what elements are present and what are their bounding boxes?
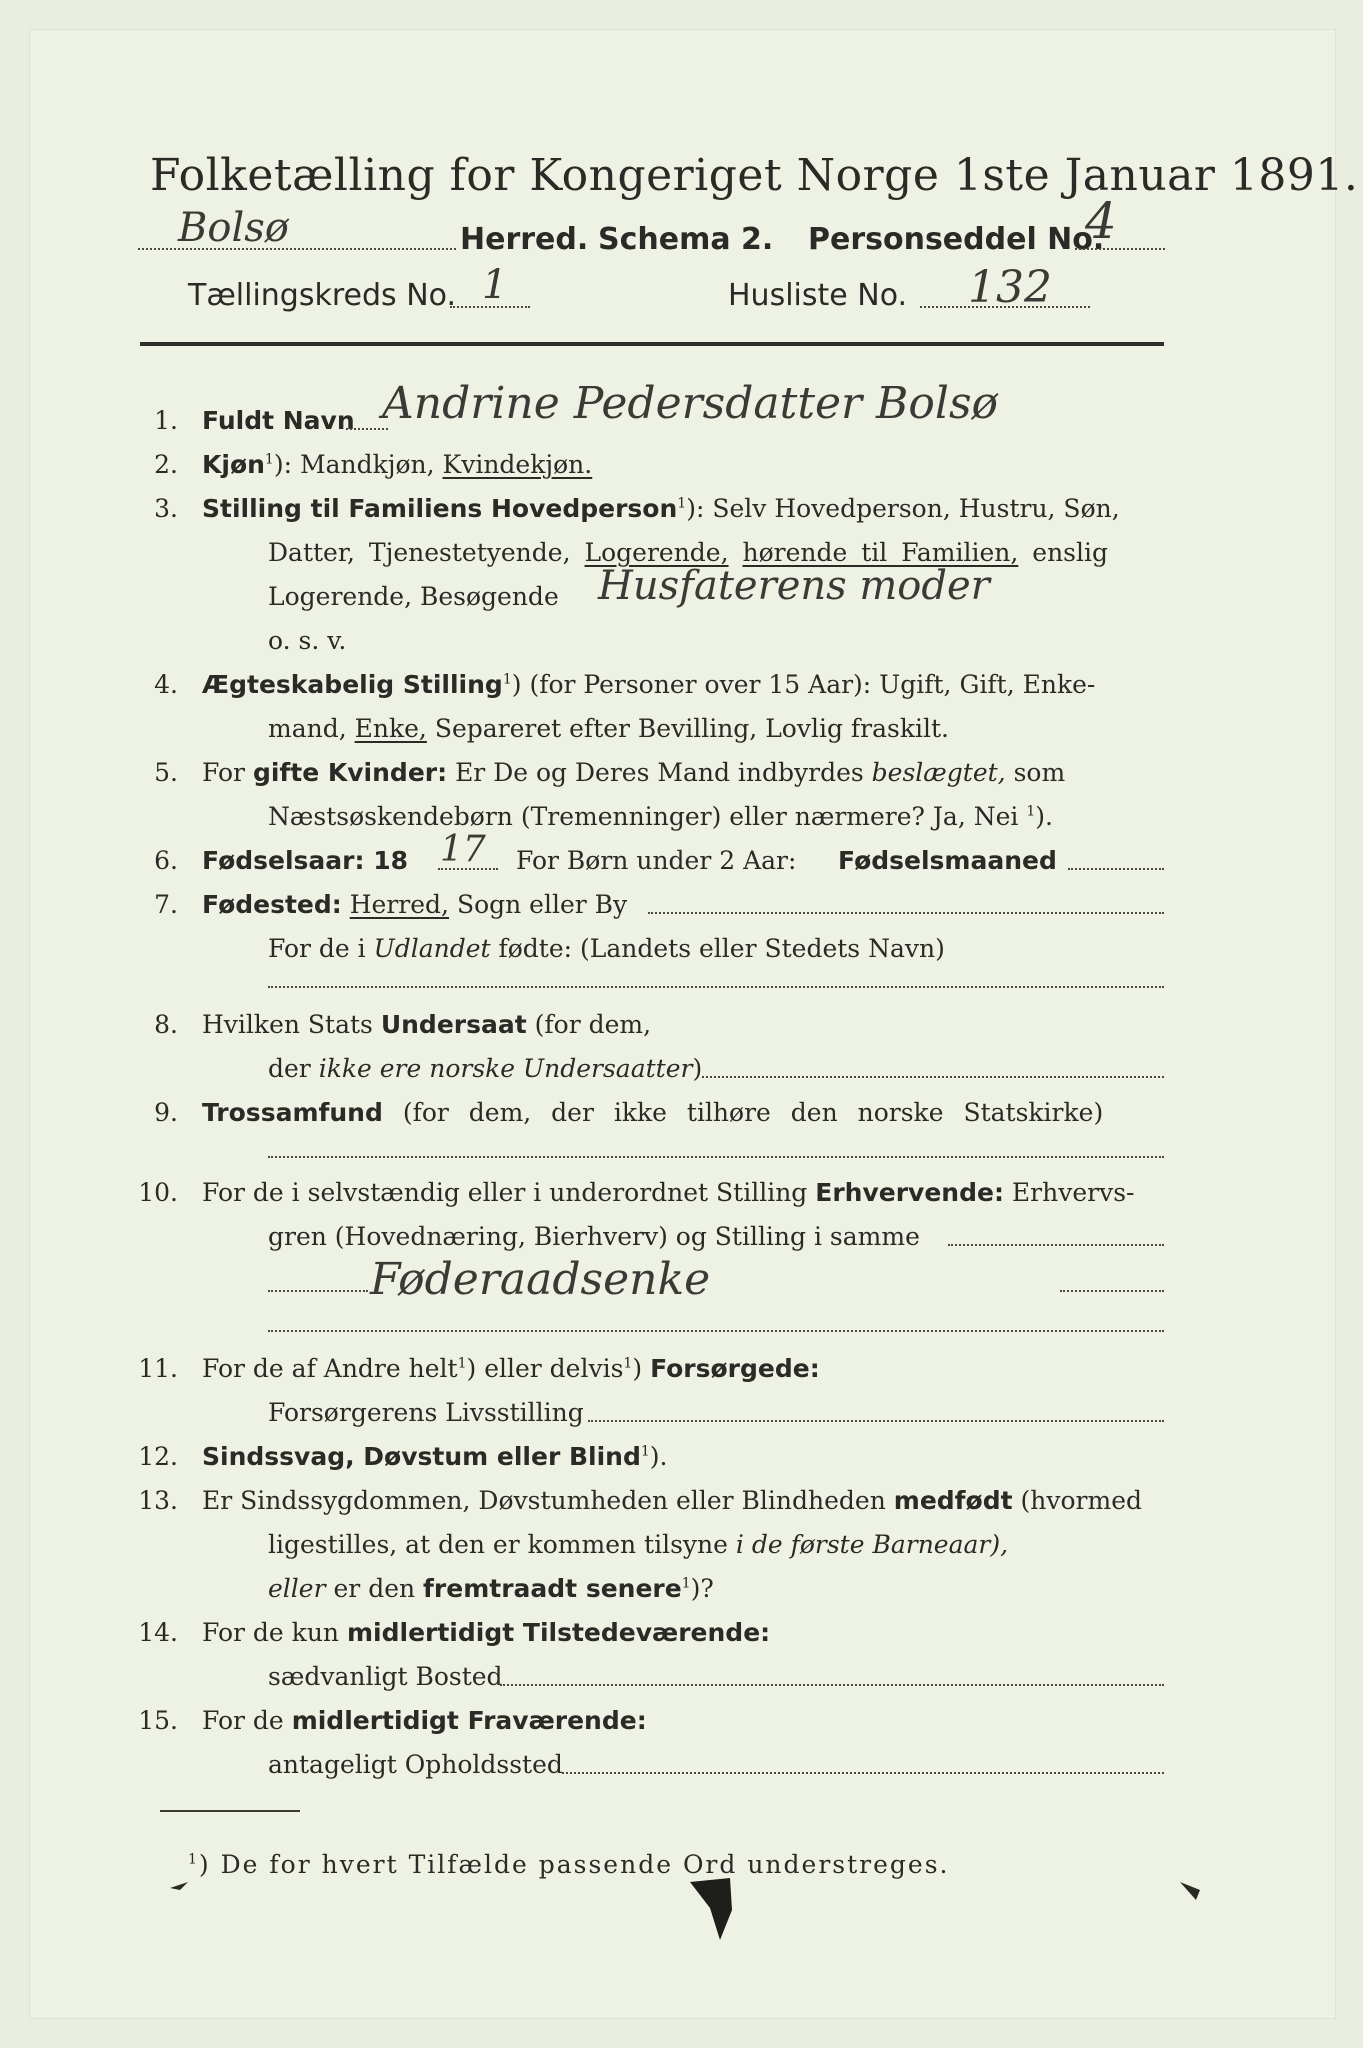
q2-line [202,452,592,477]
q5-label: gifte Kvinder: [252,758,448,787]
q1-name-value: Andrine Pedersdatter Bolsø [382,378,999,429]
footnote-mark: 1 [1026,803,1036,820]
q12-label: Sindssvag, Døvstum eller Blind [202,1442,641,1471]
q10-text: Erhvervs- [1011,1178,1135,1207]
q13-text: ligestilles, at den er kommen tilsyne [268,1530,728,1559]
q8-line1 [202,1012,651,1037]
q4-text: ) (for Personer over 15 Aar): Ugift, Gift, Enke- [511,670,1096,699]
q10-dotline4 [268,1330,1164,1332]
q10-dotline [948,1244,1164,1246]
q3-text: Datter, Tjenestetyende, [268,538,571,567]
q11-text: ) [632,1354,643,1383]
q8-label: Undersaat [380,1010,527,1039]
q1-label: Fuldt Navn [202,406,355,435]
q7-line1 [202,892,627,917]
q10-dotline3 [1060,1290,1164,1292]
q11-text: ) eller delvis [466,1354,624,1383]
q7-dotline [648,912,1164,914]
q15-text: For de [202,1706,284,1735]
footnote-mark: 1 [264,451,274,468]
q9-dotline [268,1156,1164,1158]
schema-label: Schema 2. [598,222,774,257]
herred-value: Bolsø [178,205,289,251]
q3-line4: o. s. v. [268,626,347,655]
q7-label: Fødested: [202,890,342,919]
husliste-value: 132 [968,262,1052,313]
q14-line2: sædvanligt Bosted [268,1662,503,1691]
item-number: 12. [138,1442,178,1471]
personseddel-dotline [1075,248,1165,250]
q11-line1 [202,1356,820,1381]
q13-text: er den [333,1574,416,1603]
q4-label: Ægteskabelig Stilling [202,670,503,699]
herred-label: Herred. [460,222,589,257]
q15-line2: antageligt Opholdssted [268,1750,563,1779]
q7-text: For de i [268,934,366,963]
item-number: 10. [138,1178,178,1207]
q6-label: Fødselsaar: 18 [202,846,408,875]
personseddel-value: 4 [1085,192,1117,250]
q2-kvindekjon: Kvindekjøn. [442,450,593,479]
footnote-divider [160,1810,300,1812]
q2-label: Kjøn [202,450,265,479]
q8-text: (for dem, [534,1010,652,1039]
q4-line1 [202,672,1095,697]
q13-label: fremtraadt senere [423,1574,682,1603]
q10-text: For de i selvstændig eller i underordnet Stilling [202,1178,808,1207]
footnote-mark: 1 [188,1851,199,1868]
q8-text: ) [692,1054,703,1083]
footnote-mark: 1 [502,671,512,688]
ink-marks [150,1860,1250,1970]
q8-line2 [268,1056,702,1081]
q5-text: Næstsøskendebørn (Tremenninger) eller nærmere? Ja, Nei [268,802,1019,831]
item-number: 3. [154,494,178,523]
q8-text: ikke ere norske Undersaatter [318,1054,693,1083]
item-number: 13. [138,1486,178,1515]
item-number: 14. [138,1618,178,1647]
q7-dotline2 [268,986,1164,988]
husliste-label: Husliste No. [728,278,908,313]
item-number: 5. [154,758,178,787]
item-number: 4. [154,670,178,699]
q9-text: (for dem, der ikke tilhøre den norske Statskirke) [402,1098,1104,1127]
q3-text: ): Selv Hovedperson, Hustru, Søn, [686,494,1120,523]
q14-text: For de kun [202,1618,340,1647]
q13-label: medfødt [893,1486,1013,1515]
q13-line2 [268,1532,1008,1557]
q3-line3: Logerende, Besøgende [268,582,559,611]
q3-label: Stilling til Familiens Hovedperson [202,494,678,523]
q11-line2: Forsørgerens Livsstilling [268,1398,584,1427]
q11-label: Forsørgede: [650,1354,820,1383]
q6-dotline2 [1068,868,1164,870]
q9-label: Trossamfund [202,1098,383,1127]
q6-value: 17 [440,829,486,870]
q7-herred: Herred, [349,890,449,919]
q13-text: Er Sindssygdommen, Døvstumheden eller Blindheden [202,1486,886,1515]
q5-text: For [202,758,245,787]
q12-text: ). [649,1442,668,1471]
q4-text: mand, [268,714,347,743]
q13-text: (hvormed [1020,1486,1143,1515]
q5-text: som [1013,758,1066,787]
q7-line2 [268,936,945,961]
q14-dotline [500,1684,1164,1686]
header-divider [140,342,1164,346]
q5-text: beslægtet, [871,758,1006,787]
q3-logerende: Logerende, [584,538,729,567]
item-number: 6. [154,846,178,875]
item-number: 11. [138,1354,178,1383]
q13-line1 [202,1488,1142,1513]
footnote-mark: 1 [640,1443,650,1460]
q6-text: For Børn under 2 Aar: [516,846,797,875]
footnote-mark: 1 [677,495,687,512]
item-number: 7. [154,890,178,919]
q11-text: For de af Andre helt [202,1354,458,1383]
q10-label: Erhvervende: [815,1178,1004,1207]
q15-line1 [202,1708,647,1733]
q5-line1 [202,760,1065,785]
q13-text: eller [268,1574,326,1603]
item-number: 2. [154,450,178,479]
footnote-mark: 1 [623,1355,633,1372]
footnote-mark: 1 [457,1355,467,1372]
q3-horende: hørende til Familien, [742,538,1019,567]
q14-line1 [202,1620,770,1645]
footnote-mark: 1 [681,1575,691,1592]
kreds-label: Tællingskreds No. [188,278,456,313]
q3-text: enslig [1032,538,1109,567]
q15-label: midlertidigt Fraværende: [291,1706,647,1735]
q7-text: fødte: (Landets eller Stedets Navn) [498,934,945,963]
q7-text: Udlandet [373,934,491,963]
q6-dotline [438,868,498,870]
q8-text: Hvilken Stats [202,1010,373,1039]
form-title: Folketælling for Kongeriget Norge 1ste Januar 1891. [150,150,1359,201]
kreds-dotline [450,306,530,308]
kreds-value: 1 [482,262,508,308]
item-number: 1. [154,406,178,435]
item-number: 9. [154,1098,178,1127]
q4-line2 [268,716,949,741]
q13-line3 [268,1576,714,1601]
q5-text: Er De og Deres Mand indbyrdes [455,758,864,787]
husliste-dotline [920,306,1090,308]
q8-dotline [702,1076,1164,1078]
q2-text: ): Mandkjøn, [273,450,435,479]
q12-line1 [202,1444,668,1469]
q6-label2: Fødselsmaaned [838,846,1057,875]
q15-dotline [562,1772,1164,1774]
q4-text: Separeret efter Bevilling, Lovlig fraskilt. [434,714,949,743]
q10-line1 [202,1180,1134,1205]
q13-text: i de første Barneaar), [735,1530,1009,1559]
personseddel-label: Personseddel No. [808,222,1105,257]
footnote-text: ) De for hvert Tilfælde passende Ord understreges. [198,1850,950,1879]
q5-line2 [268,804,1053,829]
q3-line2 [268,540,1108,565]
q10-dotline2 [268,1290,368,1292]
item-number: 8. [154,1010,178,1039]
q8-text: der [268,1054,311,1083]
q11-dotline [588,1420,1164,1422]
q4-enke: Enke, [354,714,427,743]
q3-value: Husfaterens moder [598,563,990,609]
q14-label: midlertidigt Tilstedeværende: [346,1618,771,1647]
q9-line1 [202,1100,1103,1125]
q5-text: ). [1035,802,1053,831]
q3-line1 [202,496,1120,521]
q7-text: Sogn eller By [456,890,628,919]
q13-text: )? [690,1574,714,1603]
q10-value: Føderaadsenke [370,1254,711,1305]
herred-dotline [138,248,456,250]
q10-line2: gren (Hovednæring, Bierhverv) og Stilling i samme [268,1222,920,1251]
item-number: 15. [138,1706,178,1735]
